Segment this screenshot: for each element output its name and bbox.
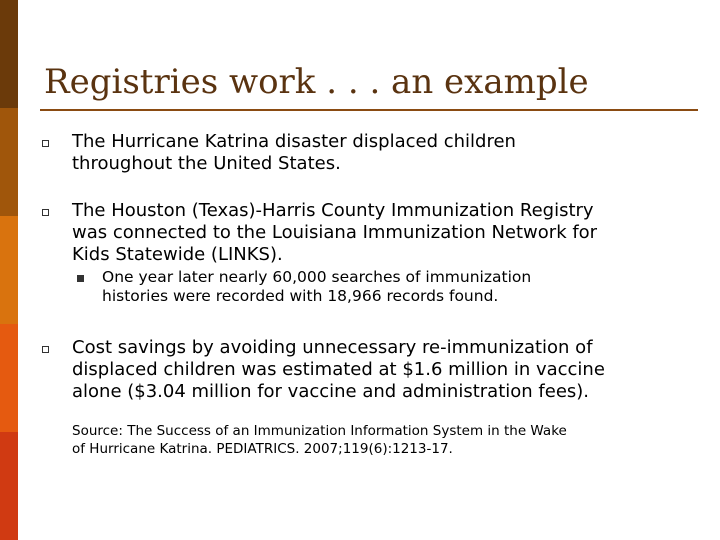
stripe-band [0, 324, 18, 432]
bullet-marker-icon [42, 209, 49, 216]
source-line-1: Source: The Success of an Immunization Information System in the Wake [72, 423, 567, 439]
bullet-3-line-1: Cost savings by avoiding unnecessary re-immunization of [72, 337, 593, 358]
bullet-3-line-3: alone ($3.04 million for vaccine and administration fees). [72, 381, 590, 402]
stripe-band [0, 0, 18, 108]
bullet-3 [72, 337, 605, 403]
bullet-2-line-1: The Houston (Texas)-Harris County Immunization Registry [72, 200, 594, 221]
left-color-stripe [0, 0, 18, 540]
bullet-marker-icon [42, 140, 49, 147]
bullet-2-line-3: Kids Statewide (LINKS). [72, 244, 283, 265]
stripe-band [0, 108, 18, 216]
bullet-1-line-1: The Hurricane Katrina disaster displaced children [72, 131, 516, 152]
sub-bullet-marker-icon [77, 275, 84, 282]
source-line-2: of Hurricane Katrina. PEDIATRICS. 2007;119(6):1213-17. [72, 441, 453, 457]
bullet-1 [72, 131, 516, 175]
stripe-band [0, 432, 18, 540]
sub-bullet-1 [102, 268, 531, 306]
bullet-marker-icon [42, 346, 49, 353]
stripe-band [0, 216, 18, 324]
sub-bullet-1-line-1: One year later nearly 60,000 searches of immunization [102, 268, 532, 286]
bullet-1-line-2: throughout the United States. [72, 153, 341, 174]
title-underline [40, 109, 698, 111]
bullet-2-line-2: was connected to the Louisiana Immunization Network for [72, 222, 598, 243]
bullet-3-line-2: displaced children was estimated at $1.6 million in vaccine [72, 359, 605, 380]
source-citation [72, 422, 692, 458]
sub-bullet-1-line-2: histories were recorded with 18,966 records found. [102, 287, 499, 305]
bullet-2 [72, 200, 597, 266]
slide-title: Registries work . . . an example [44, 62, 589, 102]
